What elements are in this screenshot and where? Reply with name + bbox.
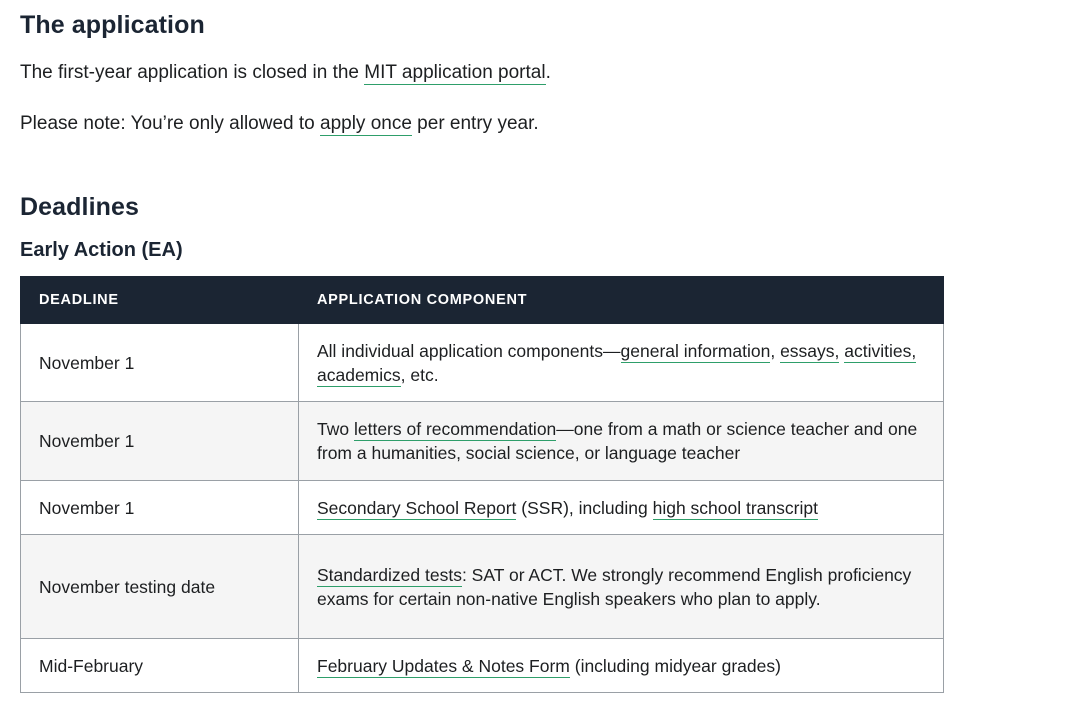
secondary-school-report-link[interactable]: Secondary School Report bbox=[317, 497, 517, 518]
text: Two bbox=[317, 419, 354, 439]
essays-link[interactable]: essays, bbox=[780, 340, 840, 361]
column-header-component: APPLICATION COMPONENT bbox=[299, 277, 944, 324]
text: , bbox=[770, 340, 781, 361]
standardized-tests-link[interactable]: Standardized tests bbox=[317, 564, 462, 585]
deadline-cell: November 1 bbox=[21, 402, 299, 481]
table-row bbox=[21, 481, 944, 535]
text: The first-year application is closed in the bbox=[20, 62, 365, 83]
text: —one from a math or science teacher and one from a humanities, social science, or language teacher bbox=[317, 419, 918, 463]
text: . bbox=[545, 62, 551, 83]
deadline-cell: November 1 bbox=[21, 481, 299, 535]
text: Please note: You’re only allowed to bbox=[20, 113, 320, 134]
apply-once-note bbox=[20, 112, 1080, 136]
deadline-cell: November 1 bbox=[21, 324, 299, 402]
deadlines-table bbox=[20, 276, 944, 693]
text: per entry year. bbox=[411, 113, 539, 134]
deadline-cell: November testing date bbox=[21, 535, 299, 639]
text: (SSR), including bbox=[516, 497, 653, 518]
text: (including midyear grades) bbox=[569, 655, 781, 676]
component-cell bbox=[299, 402, 944, 481]
table-row bbox=[21, 639, 944, 693]
activities-academics-link[interactable]: activities, academics bbox=[317, 340, 917, 385]
application-status-text bbox=[20, 61, 1080, 85]
subsection-title-early-action: Early Action (EA) bbox=[20, 239, 183, 261]
table-row bbox=[21, 535, 944, 639]
section-title-application: The application bbox=[20, 11, 205, 39]
table-row bbox=[21, 402, 944, 481]
component-cell bbox=[299, 535, 944, 639]
mit-application-portal-link[interactable]: MIT application portal bbox=[364, 62, 546, 83]
table-header-row bbox=[21, 277, 944, 324]
apply-once-link[interactable]: apply once bbox=[320, 113, 412, 134]
text: : SAT or ACT. We strongly recommend English proficiency exams for certain non-native English speakers who plan to apply. bbox=[317, 564, 912, 609]
text: All individual application components— bbox=[317, 340, 621, 361]
general-information-link[interactable]: general information bbox=[620, 340, 771, 361]
component-cell bbox=[299, 639, 944, 693]
high-school-transcript-link[interactable]: high school transcript bbox=[652, 497, 818, 518]
component-cell bbox=[299, 481, 944, 535]
deadline-cell: Mid-February bbox=[21, 639, 299, 693]
component-cell bbox=[299, 324, 944, 402]
table-row bbox=[21, 324, 944, 402]
column-header-deadline: DEADLINE bbox=[21, 277, 299, 324]
february-updates-form-link[interactable]: February Updates & Notes Form bbox=[317, 655, 570, 676]
text: , etc. bbox=[400, 364, 439, 385]
letters-of-recommendation-link[interactable]: letters of recommendation bbox=[353, 419, 557, 439]
section-title-deadlines: Deadlines bbox=[20, 193, 140, 221]
